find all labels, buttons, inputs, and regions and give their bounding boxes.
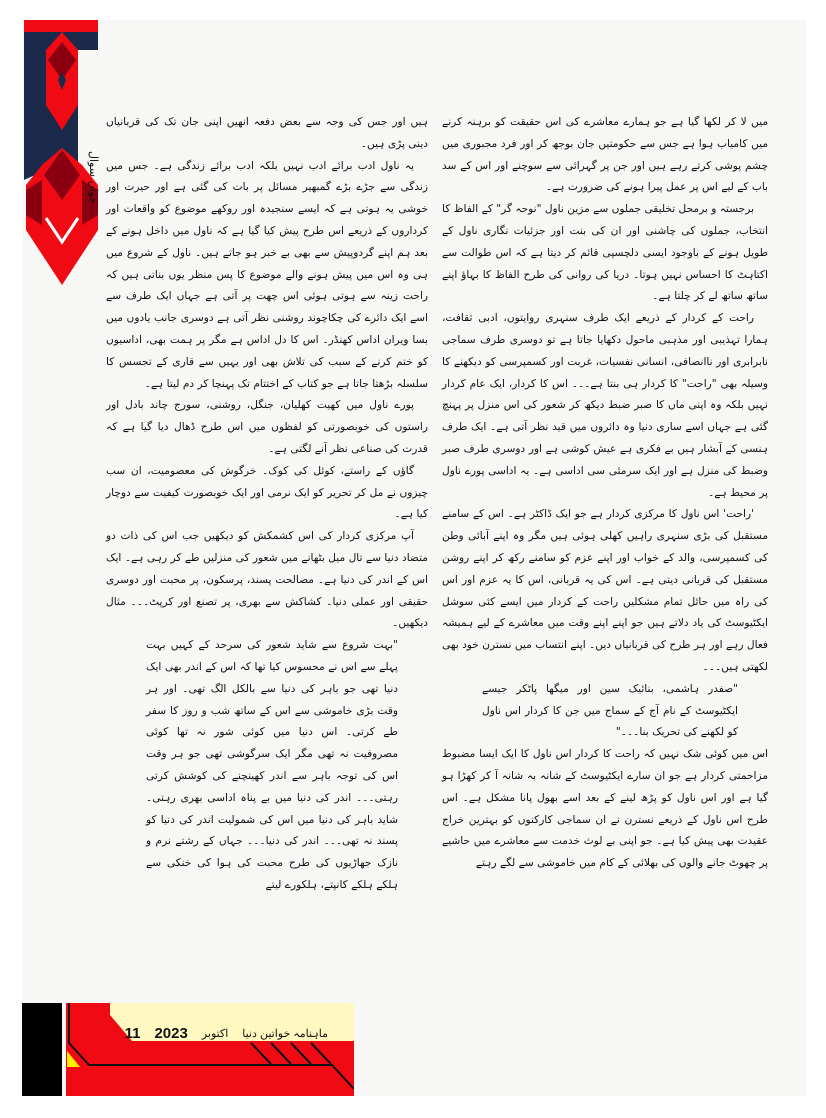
footer-magazine-name: ماہنامہ خواتین دنیا <box>242 1027 328 1040</box>
paragraph: پورے ناول میں کھیت کھلیان، جنگل، روشنی، سورج چاند بادل اور راستوں کی خوبصورتی کو لفظوں میں اس طرح ڈھال دیا گیا ہے کہ قدرت کی صناعی نظر آنے لگتی ہے۔ <box>106 399 428 455</box>
paragraph: آپ مرکزی کردار کی اس کشمکش کو دیکھیں جب اس کی ذات دو متضاد دنیا سے تال میل بٹھانے میں شعور کی منزلیں طے کر رہی ہے۔ ایک اس کے اندر کی دنیا ہے۔ مصالحت پسند، پرسکون، پر محبت اور دوسری حقیقی اور عملی دنیا۔ کشاکش سے بھری، پر تصنع اور کرپٹ۔۔۔ مثال دیکھیں۔ <box>106 530 428 630</box>
paragraph: یہ ناول ادب برائے ادب نہیں بلکہ ادب برائے زندگی ہے۔ جس میں زندگی سے جڑے بڑے گمبھیر مسائل پر بات کی گئی ہے اور حیرت اور خوشی یہ ہوتی ہے کہ ایسے سنجیدہ اور روکھے موضوع کو واقعات اور کرداروں کے ذریعے اس طرح پیش کیا گیا ہے کہ ناول میں داخل ہونے کے بعد ہم اپنے گردوپیش سے بھی بے خبر ہو جاتے ہیں۔ ناول کے شروع میں ہی وہ اس میں پیش ہونے والے موضوع کا پس منظر یوں بناتی ہیں کہ راحت زینہ سے ہوتی ہوئی اس چھت پر آتی ہے جہاں ایک طرف سے اسے ایک دائرے کی چکاچوند روشنی نظر آتی ہے دوسری جانب یادوں میں بسا ویران اداس کھنڈر۔ اس کا دل اداس ہے مگر پر ہمت بھی، اداسیوں کو ختم کرنے کے سبب کی تلاش بھی اور یہیں سے قاری کے تجسس کا سلسلہ بڑھتا جاتا ہے جو کتاب کے اختتام تک پہنچا کر دم لیتا ہے۔ <box>106 159 428 390</box>
banner-top-red-bar <box>24 20 98 32</box>
article-column-left <box>106 112 428 897</box>
paragraph: 'راحت' اس ناول کا مرکزی کردار ہے جو ایک ڈاکٹر ہے۔ اس کے سامنے مستقبل کی بڑی سنہری راہیں کھلی ہوئی ہیں مگر وہ اپنے آبائی وطن کی کسمپرسی، والد کے خواب اور اپنے عزم کو سامنے رکھ کر اپنے روشن مستقبل کی قربانی دیتی ہے۔ اس کی یہ قربانی، اس کا یہ عزم اور اس کی راہ میں حائل تمام مشکلیں راحت کے کردار میں ایسے کئی سوشل ایکٹیوسٹ کی یاد دلاتے ہیں جو اپنے اپنے وقت میں معاشرے کے لیے ہمیشہ فعال رہے اور ہر طرح کی قربانیاں دیں۔ اپنے انتساب میں نسترن خود بھی لکھتی ہیں۔۔۔ <box>442 508 768 673</box>
page-number: 11 <box>124 1024 141 1042</box>
paragraph: راحت کے کردار کے ذریعے ایک طرف سنہری روایتوں، ادبی ثقافت، ہمارا تہذیبی اور مذہبی ماحول دکھایا جاتا ہے تو دوسری طرف سماجی نابرابری اور ناانصافی، انسانی نفسیات، غربت اور کسمپرسی کو دیکھنے کا وسیلہ بھی "راحت" کا کردار ہی بنتا ہے۔۔۔ اس کا کردار، ایک عام کردار نہیں بلکہ وہ اپنی ماں کا صبر ضبط دیکھ کر شعور کی اس منزل پر پہنچ گئی ہے جہاں اسے ساری دنیا وہ دائروں میں قید نظر آتی ہے۔ ایک طرف ہنسی کے آبشار ہیں بے فکری ہے عیش کوشی ہے اور دوسری طرف صبر وضبط کی منزل ہے اور ایک سرمئی سی اداسی ہے۔ یہ اداسی پورے ناول پر محیط ہے۔ <box>442 312 768 499</box>
paragraph: ہیں اور جس کی وجہ سے بعض دفعہ انھیں اپنی جان تک کی قربانیاں دینی پڑی ہیں۔ <box>106 116 428 150</box>
footer-caption <box>118 1020 328 1046</box>
article-column-right <box>442 112 768 875</box>
quote-paragraph: "بہت شروع سے شاید شعور کی سرحد کے کہیں بہت پہلے سے اس نے محسوس کیا تھا کہ اس کے اندر بھی ایک دنیا تھی جو باہر کی دنیا سے بالکل الگ تھی۔ اور ہر وقت بڑی خاموشی سے اس کے ساتھ شب و روز کا سفر طے کرتی۔ اس دنیا میں کوئی شور نہ تھا کوئی مصروفیت نہ تھی مگر ایک سرگوشی تھی جو ہر وقت اس کی توجہ باہر سے اندر کھینچنے کی کوشش کرتی رہتی۔۔۔ اندر کی دنیا میں بے پناہ اداسی بھری رہتی۔ شاید باہر کی دنیا میں اس کی شمولیت اندر کی دنیا کو پسند نہ تھی۔۔۔ اندر کی دنیا۔۔۔ جہاں کے رشتے نرم و نازک جھاڑیوں کی طرح محبت کی ہوا کی خنکی سے ہلکے ہلکے کانپتے، ہلکورے لیتے <box>146 639 398 891</box>
paragraph: میں لا کر لکھا گیا ہے جو ہمارے معاشرے کی اس حقیقت کو برہنہ کرنے میں کامیاب ہوا ہے جس سے حکومتیں جان بوجھ کر اور فرد مجبوری میں چشم پوشی کرتے رہے ہیں اور جن پر گہرائی سے سوچنے اور اس کے سد باب کے لیے اس پر عمل پیرا ہونے کی ضرورت ہے۔ <box>442 116 768 194</box>
paragraph: گاؤں کے راستے، کوئل کی کوک۔ خرگوش کی معصومیت، ان سب چیزوں نے مل کر تحریر کو ایک نرمی اور ایک خوبصورت کیفیت سے دوچار کیا ہے۔ <box>106 464 428 521</box>
side-section-label: جوان سوال <box>87 151 100 205</box>
footer-banner-icon <box>22 1003 354 1096</box>
paragraph: برجستہ و برمحل تخلیقی جملوں سے مزین ناول "نوحہ گر" کے الفاظ کا انتخاب، جملوں کی چاشنی اور ان کی بنت اور جزئیات نگاری ناول کے طویل ہونے کے باوجود ایسی دلچسپی قائم کر دیتا ہے کہ اس طوالت سے اکتاہٹ کا احساس نہیں ہوتا۔ دریا کی روانی کی طرح الفاظ کا بہاؤ اپنے ساتھ ساتھ لے کر چلتا ہے۔ <box>442 203 768 303</box>
footer-year: 2023 <box>154 1024 188 1042</box>
paragraph: اس میں کوئی شک نہیں کہ راحت کا کردار اس ناول کا ایک ایسا مضبوط مزاحمتی کردار ہے جو ان سارے ایکٹیوسٹ کے شانہ بہ شانہ آ کر کھڑا ہو گیا ہے اور اس ناول کو پڑھ لینے کے بعد اسے بھول پانا مشکل ہے۔ اس طرح اس ناول کے ذریعے نسترن نے ان سماجی کارکنوں کو بہترین خراج عقیدت بھی پیش کیا ہے۔ جو اپنی بے لوث خدمت سے معاشرے میں حاشیے پر چھوٹ جانے والوں کی بھلائی کے کام میں خاموشی سے لگے رہتے <box>442 748 768 870</box>
footer-month: اکتوبر <box>201 1027 229 1040</box>
quote-paragraph: "صفدر ہاشمی، بنائیک سین اور میگھا پاٹکر جیسے ایکٹیوسٹ کے نام آج کے سماج میں جن کا کردار اس ناول کو لکھنے کی تحریک بنا۔۔۔" <box>482 682 738 739</box>
footer-black-bar <box>22 1003 62 1096</box>
